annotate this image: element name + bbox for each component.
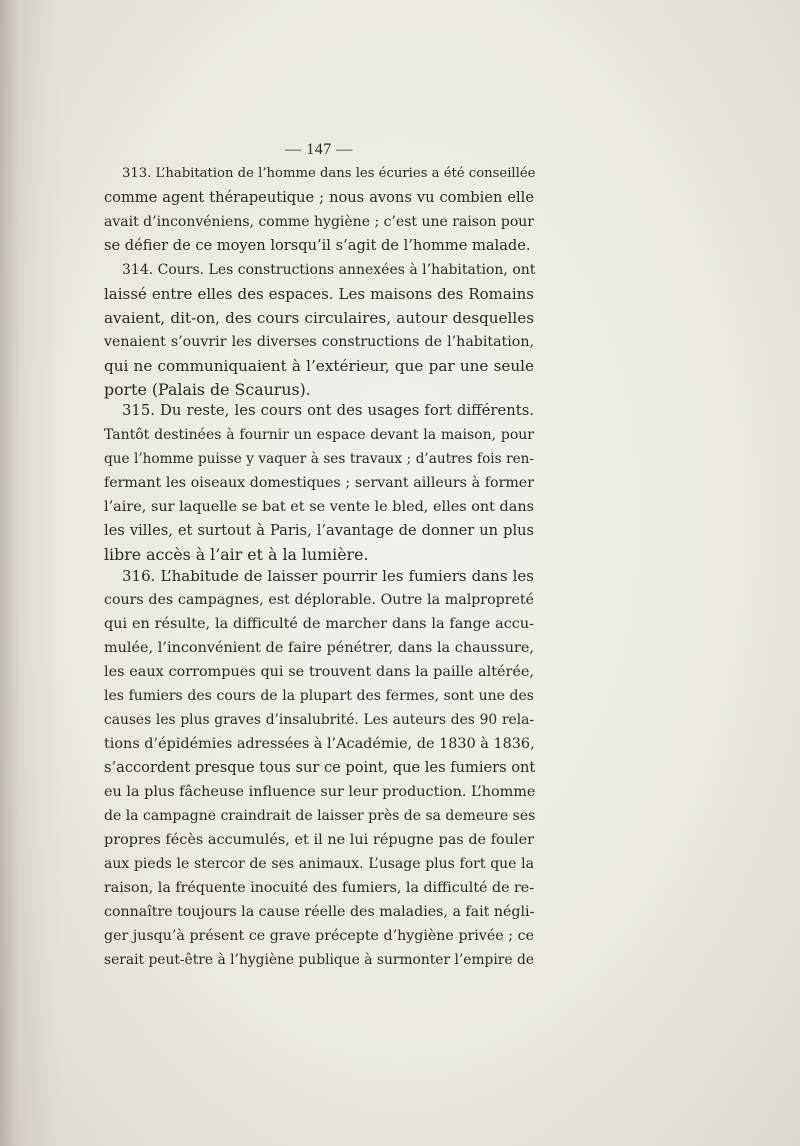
text-line: eu la plus fâcheuse influence sur leur production. L’homme: [104, 784, 536, 800]
text-line: que l’homme puisse y vaquer à ses travaux ; d’autres fois ren-: [104, 451, 534, 467]
text-line: 314. Cours. Les constructions annexées à l’habitation, ont: [122, 262, 536, 278]
text-line: 315. Du reste, les cours ont des usages fort différents.: [122, 402, 534, 419]
text-line: causes les plus graves d’insalubrité. Les auteurs des 90 rela-: [104, 712, 534, 728]
text-line: laissé entre elles des espaces. Les maisons des Romains: [104, 285, 534, 303]
text-line: cours des campagnes, est déplorable. Outre la malpropreté: [104, 592, 534, 608]
text-line: les fumiers des cours de la plupart des fermes, sont une des: [104, 688, 534, 704]
text-line: connaître toujours la cause réelle des maladies, a fait négli-: [104, 904, 535, 920]
text-line: avait d’inconvéniens, comme hygiène ; c’est une raison pour: [104, 214, 534, 230]
text-line: l’aire, sur laquelle se bat et se vente le bled, elles ont dans: [104, 499, 534, 515]
text-line: qui ne communiquaient à l’extérieur, que par une seule: [104, 357, 534, 375]
text-line: s’accordent presque tous sur ce point, que les fumiers ont: [104, 759, 536, 776]
text-line: 316. L’habitude de laisser pourrir les fumiers dans les: [122, 567, 534, 585]
text-line: se défier de ce moyen lorsqu’il s’agit de l’homme malade.: [104, 237, 531, 254]
text-line: avaient, dit-on, des cours circulaires, autour desquelles: [104, 309, 534, 327]
text-line: Tantôt destinées à fournir un espace devant la maison, pour: [104, 427, 534, 443]
text-line: les villes, et surtout à Paris, l’avantage de donner un plus: [104, 522, 534, 539]
text-line: de la campagne craindrait de laisser près de sa demeure ses: [104, 808, 536, 824]
text-line: aux pieds le stercor de ses animaux. L’usage plus fort que la: [104, 856, 534, 872]
text-line: ger jusqu’à présent ce grave précepte d’hygiène privée ; ce: [104, 928, 534, 944]
text-line: propres fécès accumulés, et il ne lui répugne pas de fouler: [104, 832, 534, 848]
text-line: tions d’épidémies adressées à l’Académie, de 1830 à 1836,: [104, 736, 535, 752]
text-line: comme agent thérapeutique ; nous avons vu combien elle: [104, 189, 534, 206]
text-line: raison, la fréquente inocuité des fumiers, la difficulté de re-: [104, 880, 534, 896]
text-line: libre accès à l’air et à la lumière.: [104, 545, 369, 564]
text-line: fermant les oiseaux domestiques ; servant ailleurs à former: [104, 475, 534, 491]
text-line: 313. L’habitation de l’homme dans les écuries a été conseillée: [122, 166, 536, 181]
page-number: — 147 —: [285, 141, 353, 158]
text-line: qui en résulte, la difficulté de marcher dans la fange accu-: [104, 616, 534, 632]
text-line: serait peut-être à l’hygiène publique à surmonter l’empire de: [104, 952, 534, 968]
text-line: porte (Palais de Scaurus).: [104, 380, 311, 399]
text-line: mulée, l’inconvénient de faire pénétrer, dans la chaussure,: [104, 640, 534, 656]
text-line: venaient s’ouvrir les diverses constructions de l’habitation,: [104, 334, 534, 350]
text-line: les eaux corrompues qui se trouvent dans la paille altérée,: [104, 664, 534, 680]
